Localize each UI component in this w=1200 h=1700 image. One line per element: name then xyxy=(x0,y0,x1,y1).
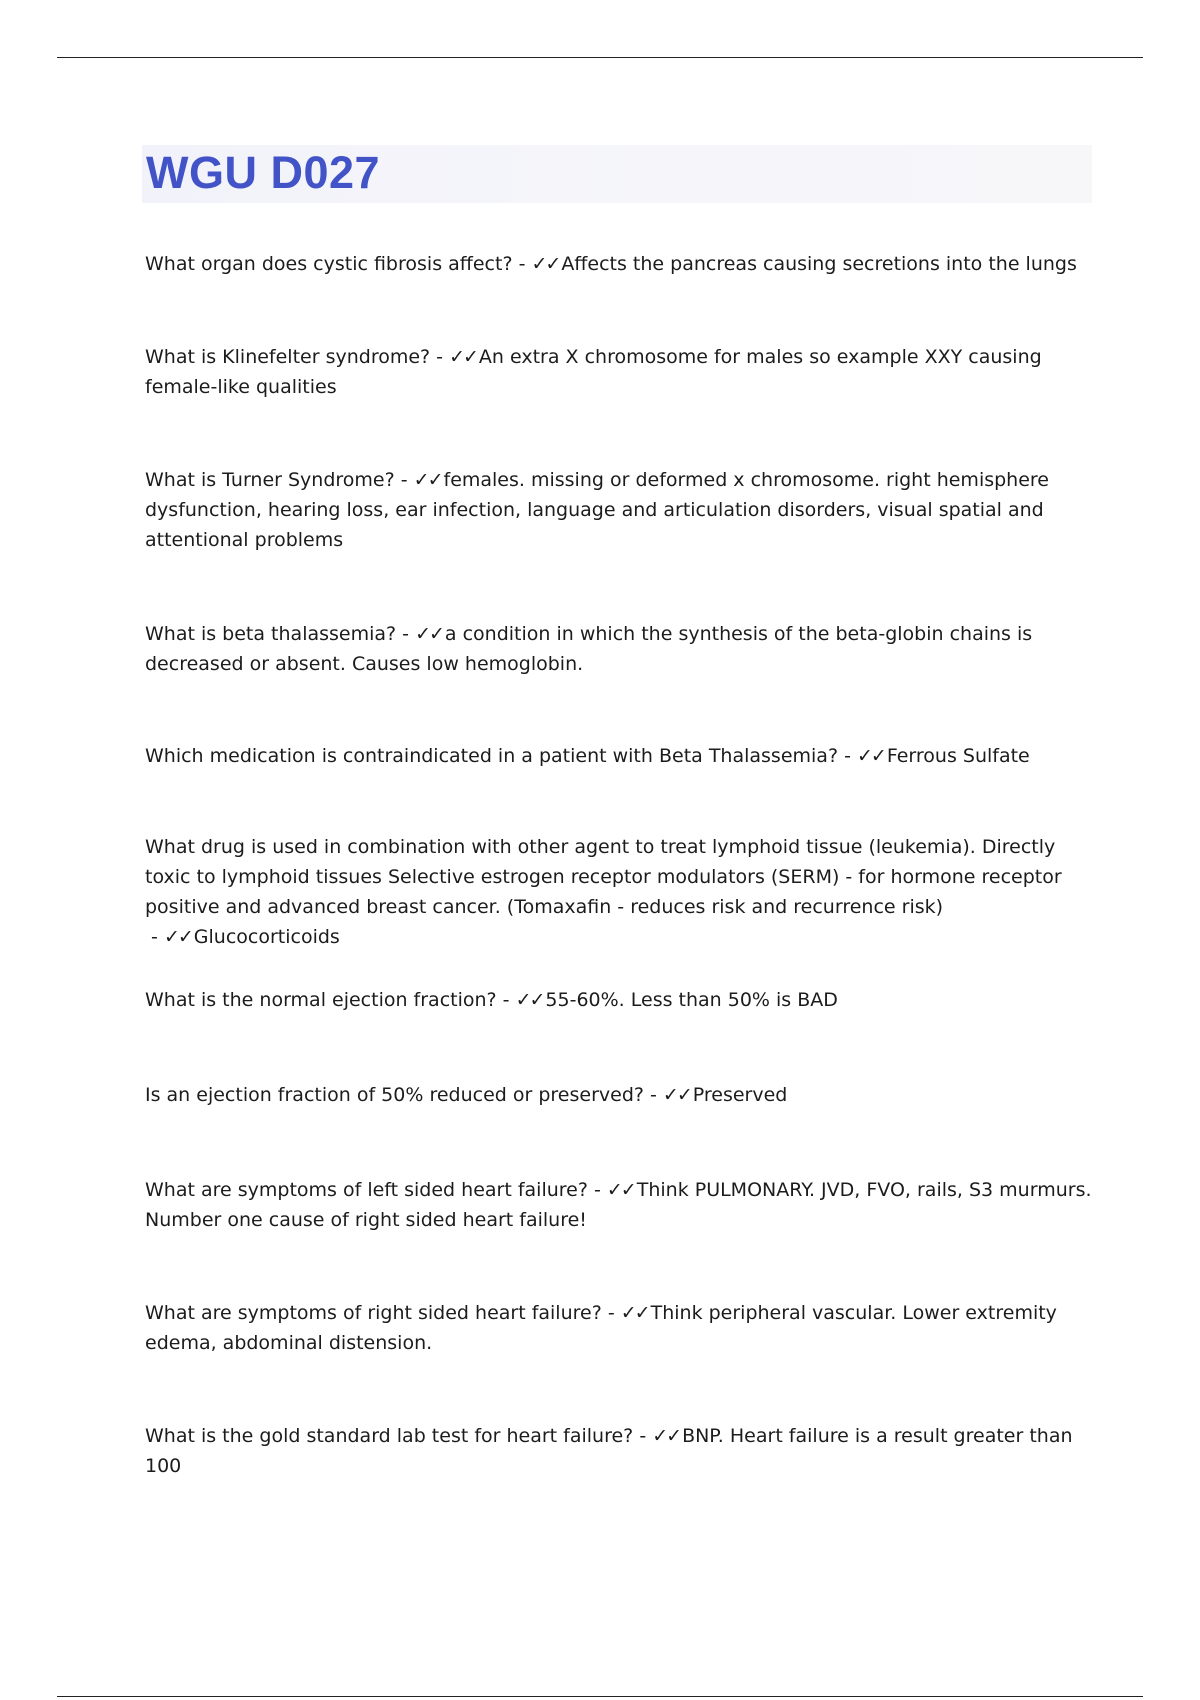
double-check-icon: ✓✓ xyxy=(652,1425,681,1447)
double-check-icon: ✓✓ xyxy=(606,1179,635,1201)
question-text: What drug is used in combination with other agent to treat lymphoid tissue (leukemia). Directly toxic to lymphoid tissues Selective estrogen receptor modulators (SERM) - for hormone receptor positive and advanced breast cancer. (Tomaxafin - reduces risk and recurrence risk) xyxy=(145,836,1062,918)
answer-text: Think PULMONARY. JVD, FVO, rails, S3 murmurs. Number one cause of right sided heart failure! xyxy=(145,1179,1092,1231)
qa-item xyxy=(145,249,1095,279)
bottom-rule xyxy=(57,1696,1143,1697)
separator: - xyxy=(601,1302,621,1324)
question-text: Is an ejection fraction of 50% reduced or preserved? xyxy=(145,1084,644,1106)
double-check-icon: ✓✓ xyxy=(515,989,544,1011)
qa-item xyxy=(145,1421,1095,1481)
double-check-icon: ✓✓ xyxy=(856,745,885,767)
double-check-icon: ✓✓ xyxy=(531,253,560,275)
qa-item xyxy=(145,619,1095,679)
separator: - xyxy=(512,253,532,275)
qa-item xyxy=(145,985,1095,1015)
qa-item xyxy=(145,1175,1095,1235)
separator: - xyxy=(643,1084,663,1106)
separator: - xyxy=(145,926,164,948)
qa-item xyxy=(145,1080,1095,1110)
separator: - xyxy=(396,623,416,645)
question-text: What are symptoms of left sided heart failure? xyxy=(145,1179,588,1201)
qa-item xyxy=(145,465,1095,555)
qa-item xyxy=(145,741,1095,771)
double-check-icon: ✓✓ xyxy=(413,469,442,491)
double-check-icon: ✓✓ xyxy=(662,1084,691,1106)
separator: - xyxy=(430,346,450,368)
answer-text: 55-60%. Less than 50% is BAD xyxy=(545,989,838,1011)
answer-text: BNP. Heart failure is a result greater than 100 xyxy=(145,1425,1073,1477)
qa-item xyxy=(145,832,1095,952)
answer-text: Preserved xyxy=(692,1084,788,1106)
qa-item xyxy=(145,342,1095,402)
document-title: WGU D027 xyxy=(146,147,381,198)
double-check-icon: ✓✓ xyxy=(163,926,192,948)
answer-text: Affects the pancreas causing secretions into the lungs xyxy=(561,253,1077,275)
answer-text: females. missing or deformed x chromosome. right hemisphere dysfunction, hearing loss, ear infection, language and articulation disorders, visual spatial and attentional problems xyxy=(145,469,1049,551)
question-text: What is the gold standard lab test for heart failure? xyxy=(145,1425,634,1447)
question-text: What is beta thalassemia? xyxy=(145,623,397,645)
answer-text: Think peripheral vascular. Lower extremity edema, abdominal distension. xyxy=(145,1302,1057,1354)
double-check-icon: ✓✓ xyxy=(620,1302,649,1324)
top-rule xyxy=(57,57,1143,58)
question-text: What organ does cystic fibrosis affect? xyxy=(145,253,513,275)
question-text: What is the normal ejection fraction? xyxy=(145,989,497,1011)
question-text: What is Klinefelter syndrome? xyxy=(145,346,431,368)
answer-text: Ferrous Sulfate xyxy=(886,745,1030,767)
separator: - xyxy=(838,745,857,767)
double-check-icon: ✓✓ xyxy=(449,346,477,368)
title-band xyxy=(142,145,1092,203)
separator: - xyxy=(587,1179,607,1201)
question-text: Which medication is contraindicated in a patient with Beta Thalassemia? xyxy=(145,745,839,767)
question-text: What is Turner Syndrome? xyxy=(145,469,395,491)
separator: - xyxy=(496,989,516,1011)
separator: - xyxy=(394,469,414,491)
question-text: What are symptoms of right sided heart failure? xyxy=(145,1302,602,1324)
separator: - xyxy=(633,1425,653,1447)
answer-text: a condition in which the synthesis of the beta-globin chains is decreased or absent. Causes low hemoglobin. xyxy=(145,623,1033,675)
answer-text: Glucocorticoids xyxy=(193,926,340,948)
qa-item xyxy=(145,1298,1095,1358)
answer-text: An extra X chromosome for males so example XXY causing female-like qualities xyxy=(145,346,1042,398)
double-check-icon: ✓✓ xyxy=(415,623,443,645)
